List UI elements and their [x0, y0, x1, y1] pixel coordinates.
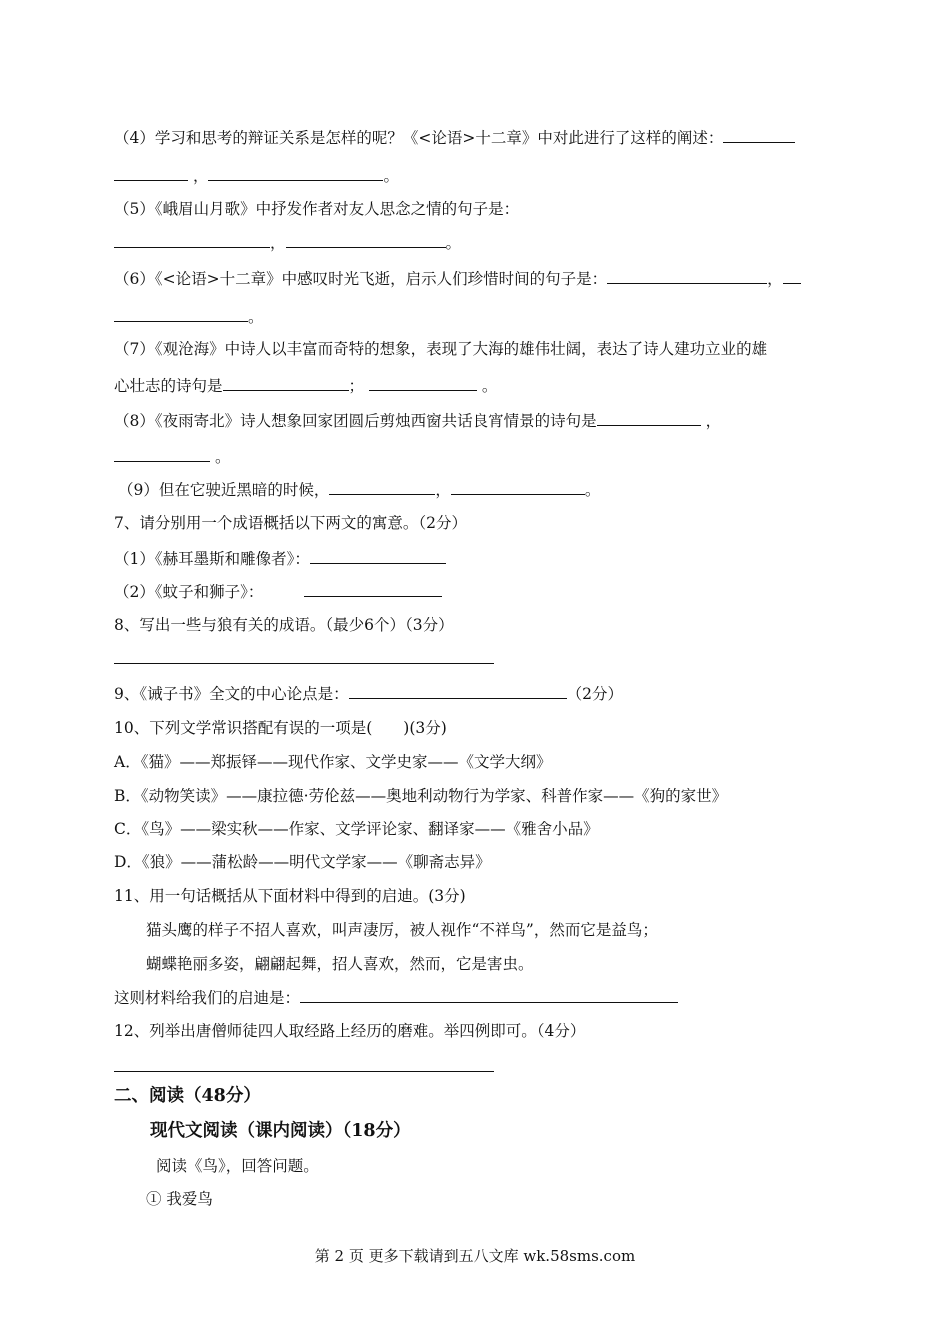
question-6-7-line1: [114, 338, 767, 360]
q6-7-prompt-cont: 心壮志的诗句是: [114, 377, 223, 395]
answer-blank[interactable]: [329, 479, 435, 495]
question-12-title: 12、列举出唐僧师徒四人取经路上经历的磨难。举四例即可。（4分）: [114, 1022, 586, 1040]
paragraph-1: ① 我爱鸟: [146, 1190, 213, 1208]
answer-blank[interactable]: [114, 232, 270, 248]
period: 。: [383, 167, 399, 185]
q6-8-prompt: （8）《夜雨寄北》诗人想象回家团圆后剪烛西窗共话良宵情景的诗句是: [114, 412, 597, 430]
option-d: D．《狼》——蒲松龄——明代文学家——《聊斋志异》: [114, 853, 491, 871]
q9-score: （2分）: [566, 685, 623, 703]
comma: ，: [705, 412, 722, 430]
option-c: C．《鸟》——梁实秋——作家、文学评论家、翻译家——《雅舍小品》: [114, 820, 599, 838]
question-7-2: [114, 581, 442, 603]
material-1: 猫头鹰的样子不招人喜欢，叫声凄厉，被人视作“不祥鸟”，然而它是益鸟；: [146, 921, 658, 939]
semicolon: ；: [348, 377, 365, 395]
answer-blank[interactable]: [723, 127, 795, 143]
q6-4-prompt: （4）学习和思考的辩证关系是怎样的呢？《<论语>十二章》中对此进行了这样的阐述：: [114, 129, 724, 147]
question-6-8-line1: [114, 410, 721, 432]
question-6-4-line1: [114, 127, 795, 149]
q11-prompt: 这则材料给我们的启迪是：: [114, 989, 301, 1007]
q6-9-prompt: （9）但在它驶近黑暗的时候，: [118, 481, 330, 499]
comma: ，: [435, 481, 451, 499]
answer-blank[interactable]: [451, 479, 585, 495]
page-footer: 第 2 页 更多下载请到五八文库 wk.58sms.com: [314, 1247, 636, 1265]
q9-prompt: 9、《诫子书》全文的中心论点是：: [114, 685, 349, 703]
period: 。: [248, 308, 264, 326]
period: 。: [584, 481, 601, 499]
answer-blank[interactable]: [114, 306, 248, 322]
answer-blank[interactable]: [607, 268, 767, 284]
answer-blank[interactable]: [114, 446, 210, 462]
answer-blank[interactable]: [597, 410, 701, 426]
answer-blank[interactable]: [114, 648, 494, 664]
comma: ，: [192, 167, 209, 185]
question-6-5-line1: [114, 198, 519, 220]
question-6-8-line2: [114, 446, 230, 468]
option-b: B．《动物笑读》——康拉德·劳伦兹——奥地利动物行为学家、科普作家——《狗的家世》: [114, 787, 728, 805]
answer-blank[interactable]: [300, 987, 678, 1003]
period: 。: [481, 377, 498, 395]
answer-blank[interactable]: [310, 548, 446, 564]
subsection-heading: 现代文阅读（课内阅读）（18分）: [150, 1121, 411, 1141]
q7-2-prompt: （2）《蚊子和狮子》：: [114, 583, 264, 601]
question-6-7-line2: [114, 375, 497, 397]
answer-blank[interactable]: [286, 232, 446, 248]
answer-blank[interactable]: [304, 581, 442, 597]
q6-6-prompt: （6）《<论语>十二章》中感叹时光飞逝，启示人们珍惜时间的句子是：: [114, 270, 608, 288]
answer-blank[interactable]: [114, 165, 188, 181]
question-9: [114, 683, 623, 705]
question-8-title: 8、写出一些与狼有关的成语。（最少6个）（3分）: [114, 616, 454, 634]
period: 。: [445, 234, 462, 252]
question-8-answer: [114, 648, 494, 670]
material-2: 蝴蝶艳丽多姿，翩翩起舞，招人喜欢，然而，它是害虫。: [146, 955, 534, 973]
answer-blank[interactable]: [369, 375, 477, 391]
question-12-answer: [114, 1056, 494, 1078]
q7-1-prompt: （1）《赫耳墨斯和雕像者》：: [114, 550, 310, 568]
answer-blank[interactable]: [114, 1056, 494, 1072]
q6-7-prompt: （7）《观沧海》中诗人以丰富而奇特的想象，表现了大海的雄伟壮阔，表达了诗人建功立业的雄: [114, 340, 768, 358]
answer-blank[interactable]: [783, 268, 801, 284]
question-11-title: 11、用一句话概括从下面材料中得到的启迪。(3分): [114, 887, 466, 905]
answer-blank[interactable]: [223, 375, 349, 391]
question-6-6-line2: [114, 306, 264, 328]
section-heading: 二、阅读（48分）: [114, 1086, 261, 1106]
question-10-title: 10、下列文学常识搭配有误的一项是( )(3分): [114, 719, 447, 737]
question-6-4-line2: [114, 165, 399, 187]
question-11-answer: [114, 987, 678, 1009]
option-a: A．《猫》——郑振铎——现代作家、文学史家——《文学大纲》: [114, 753, 552, 771]
reading-instruction: 阅读《鸟》，回答问题。: [156, 1157, 319, 1175]
answer-blank[interactable]: [349, 683, 567, 699]
question-7-1: [114, 548, 446, 570]
answer-blank[interactable]: [208, 165, 383, 181]
question-7-title: 7、请分别用一个成语概括以下两文的寓意。（2分）: [114, 514, 467, 532]
comma: ，: [767, 270, 783, 288]
q6-5-prompt: （5）《峨眉山月歌》中抒发作者对友人思念之情的句子是：: [114, 200, 520, 218]
period: 。: [214, 448, 231, 466]
question-6-5-line2: [114, 232, 461, 254]
question-6-9: [118, 479, 600, 501]
question-6-6-line1: [114, 268, 801, 290]
comma: ，: [270, 234, 286, 252]
